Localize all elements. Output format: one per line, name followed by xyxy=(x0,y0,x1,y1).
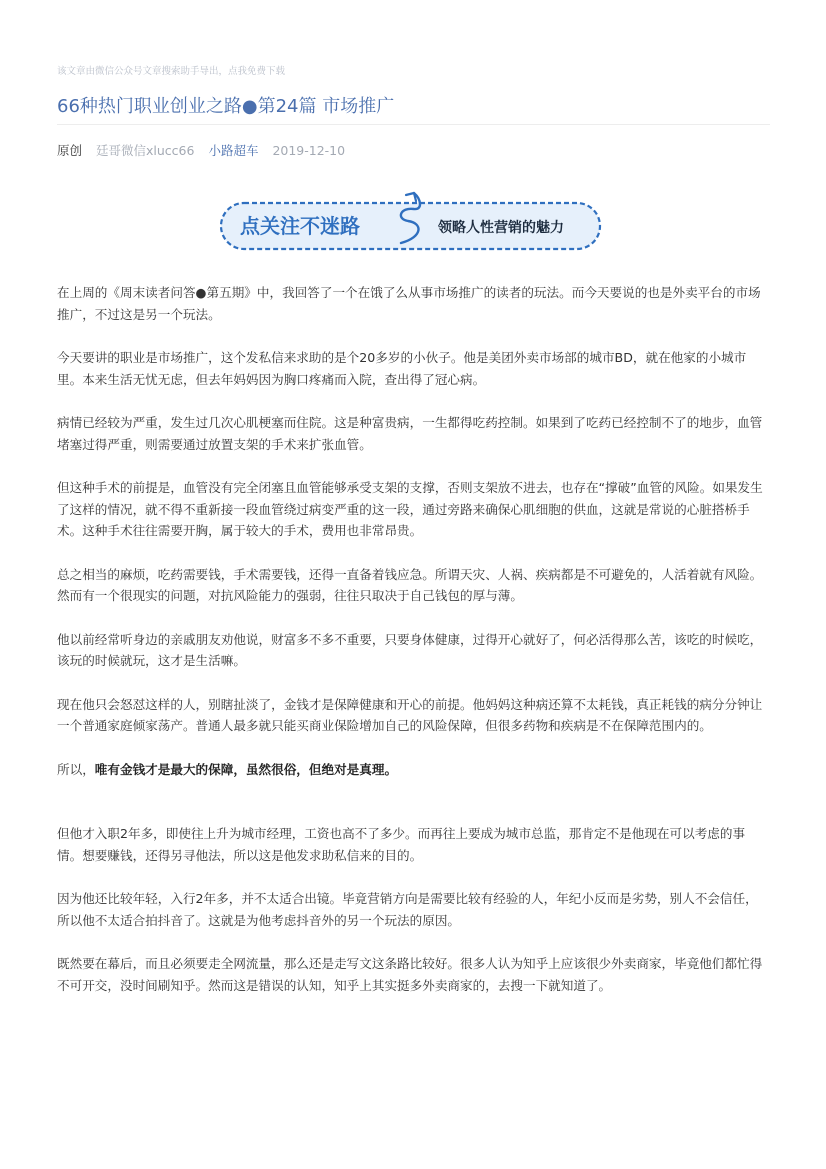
banner-right-text: 领略人性营销的魅力 xyxy=(438,220,564,236)
paragraph: 但他才入职2年多，即使往上升为城市经理，工资也高不了多少。而再往上要成为城市总监，那肯定不是他现在可以考虑的事情。想要赚钱，还得另寻他法，所以这是他发求助私信来的目的。 xyxy=(57,826,746,863)
paragraph: 总之相当的麻烦，吃药需要钱，手术需要钱，还得一直备着钱应急。所谓天灾、人祸、疾病都是不可避免的，人活着就有风险。然而有一个很现实的问题，对抗风险能力的强弱，往往只取决于自己钱包的厚与薄。 xyxy=(57,566,763,603)
paragraph: 在上周的《周末读者问答●第五期》中，我回答了一个在饿了么从事市场推广的读者的玩法。而今天要说的也是外卖平台的市场推广，不过这是另一个玩法。 xyxy=(57,285,761,322)
emphasis-bold-text: 唯有金钱才是最大的保障，虽然很俗，但绝对是真理。 xyxy=(94,761,398,777)
emphasis-paragraph xyxy=(57,759,770,781)
paragraph: 因为他还比较年轻，入行2年多，并不太适合出镜。毕竟营销方向是需要比较有经验的人，年纪小反而是劣势，别人不会信任，所以他不太适合拍抖音了。这就是为他考虑抖音外的另一个玩法的原因。 xyxy=(57,891,758,928)
banner-left-text: 点关注不迷路 xyxy=(240,214,360,238)
export-notice-link[interactable]: 该文章由微信公众号文章搜索助手导出，点我免费下载 xyxy=(57,66,286,77)
title-divider xyxy=(57,124,770,125)
original-badge: 原创 xyxy=(57,143,83,158)
paragraph: 病情已经较为严重，发生过几次心肌梗塞而住院。这是种富贵病，一生都得吃药控制。如果到了吃药已经控制不了的地步，血管堵塞过得严重，则需要通过放置支架的手术来扩张血管。 xyxy=(57,415,763,452)
paragraph: 现在他只会怒怼这样的人，别瞎扯淡了，金钱才是保障健康和开心的前提。他妈妈这种病还算不太耗钱，真正耗钱的病分分钟让一个普通家庭倾家荡产。普通人最多就只能买商业保险增加自己的风险保障，但很多药物和疾病是不在保障范围内的。 xyxy=(57,696,763,733)
account-name-link[interactable]: 小路超车 xyxy=(208,143,259,158)
article-body xyxy=(57,282,770,1018)
emphasis-prefix: 所以， xyxy=(57,761,95,777)
paragraph: 他以前经常听身边的亲戚朋友劝他说，财富多不多不重要，只要身体健康，过得开心就好了，何必活得那么苦，该吃的时候吃，该玩的时候就玩，这才是生活嘛。 xyxy=(57,631,763,668)
follow-banner xyxy=(218,185,604,255)
publish-date: 2019-12-10 xyxy=(272,143,346,158)
article-title: 66种热门职业创业之路●第24篇 市场推广 xyxy=(57,96,395,117)
author-name: 廷哥微信xlucc66 xyxy=(96,143,195,158)
paragraph: 今天要讲的职业是市场推广，这个发私信来求助的是个20多岁的小伙子。他是美团外卖市场部的城市BD，就在他家的小城市里。本来生活无忧无虑，但去年妈妈因为胸口疼痛而入院，查出得了冠心病。 xyxy=(57,350,747,387)
paragraph: 既然要在幕后，而且必须要走全网流量，那么还是走写文这条路比较好。很多人认为知乎上应该很少外卖商家，毕竟他们都忙得不可开交，没时间刷知乎。然而这是错误的认知，知乎上其实挺多外卖商家的，去搜一下就知道了。 xyxy=(57,956,763,993)
paragraph: 但这种手术的前提是，血管没有完全闭塞且血管能够承受支架的支撑，否则支架放不进去，也存在“撑破”血管的风险。如果发生了这样的情况，就不得不重新接一段血管绕过病变严重的这一段，通过旁路来确保心肌细胞的供血，这就是常说的心脏搭桥手术。这种手术往往需要开胸，属于较大的手术，费用也非常昂贵。 xyxy=(57,480,763,538)
article-meta xyxy=(57,141,355,159)
